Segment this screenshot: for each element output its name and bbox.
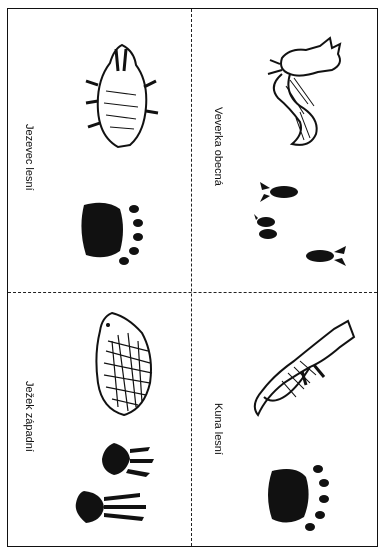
card-label-veverka: Veverka obecná xyxy=(212,107,224,186)
marten-icon xyxy=(244,313,356,423)
card-jezek xyxy=(8,293,191,547)
squirrel-track-icon xyxy=(254,174,354,274)
card-kuna xyxy=(192,293,375,547)
hedgehog-track-icon xyxy=(74,443,158,543)
badger-icon xyxy=(86,41,158,153)
card-label-kuna: Kuna lesní xyxy=(212,403,224,455)
squirrel-icon xyxy=(260,34,360,154)
card-jezevec xyxy=(8,9,191,292)
card-label-jezevec: Jezevec lesní xyxy=(23,124,35,191)
marten-track-icon xyxy=(262,461,338,533)
card-label-jezek: Ježek západní xyxy=(23,381,35,452)
card-veverka xyxy=(192,9,375,292)
badger-track-icon xyxy=(76,199,156,269)
hedgehog-icon xyxy=(88,311,160,421)
printable-card-sheet xyxy=(7,8,378,547)
